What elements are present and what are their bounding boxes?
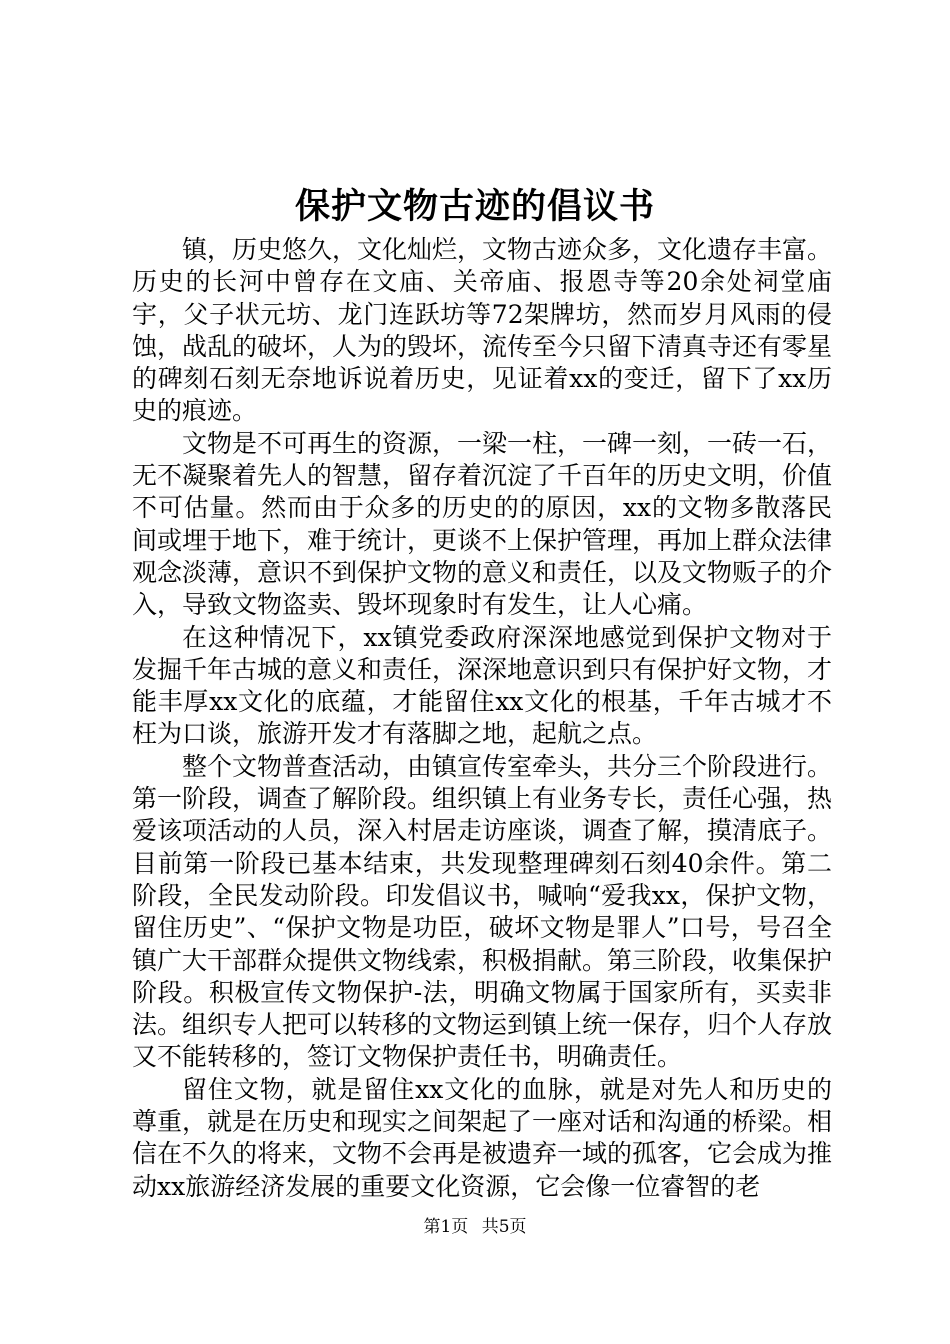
paragraph: 在这种情况下，xx镇党委政府深深地感觉到保护文物对于发掘千年古城的意义和责任，深深地意识到只有保护好文物，才能丰厚xx文化的底蕴，才能留住xx文化的根基，千年古城才不枉为口谈，旅游开发才有落脚之地，起航之点。 (132, 622, 833, 749)
page-total: 共5页 (481, 1217, 527, 1237)
document-title: 保护文物古迹的倡议书 (294, 186, 655, 227)
paragraph: 留住文物，就是留住xx文化的血脉，就是对先人和历史的尊重，就是在历史和现实之间架起了一座对话和沟通的桥梁。相信在不久的将来，文物不会再是被遗弃一域的孤客，它会成为推动xx旅游经济发展的重要文化资源，它会像一位睿智的老 (132, 1074, 833, 1201)
paragraph: 文物是不可再生的资源，一梁一柱，一碑一刻，一砖一石，无不凝聚着先人的智慧，留存着沉淀了千百年的历史文明，价值不可估量。然而由于众多的历史的的原因，xx的文物多散落民间或埋于地下，难于统计，更谈不上保护管理，再加上群众法律观念淡薄，意识不到保护文物的意义和责任，以及文物贩子的介入，导致文物盗卖、毁坏现象时有发生，让人心痛。 (132, 428, 833, 620)
paragraph: 整个文物普查活动，由镇宣传室牵头，共分三个阶段进行。第一阶段，调查了解阶段。组织镇上有业务专长，责任心强，热爱该项活动的人员，深入村居走访座谈，调查了解，摸清底子。目前第一阶段已基本结束，共发现整理碑刻石刻40余件。第二阶段，全民发动阶段。印发倡议书，喊响“爱我xx，保护文物，留住历史”、“保护文物是功臣，破坏文物是罪人”口号，号召全镇广大干部群众提供文物线索，积极捐献。第三阶段，收集保护阶段。积极宣传文物保护-法，明确文物属于国家所有，买卖非法。组织专人把可以转移的文物运到镇上统一保存，归个人存放又不能转移的，签订文物保护责任书，明确责任。 (132, 751, 833, 1072)
page-number: 第1页 (423, 1217, 469, 1237)
paragraph: 镇，历史悠久，文化灿烂，文物古迹众多，文化遗存丰富。历史的长河中曾存在文庙、关帝庙、报恩寺等20余处祠堂庙宇，父子状元坊、龙门连跃坊等72架牌坊，然而岁月风雨的侵蚀，战乱的破坏，人为的毁坏，流传至今只留下清真寺还有零星的碑刻石刻无奈地诉说着历史，见证着xx的变迁，留下了xx历史的痕迹。 (132, 235, 833, 426)
page-footer (0, 1215, 950, 1239)
document-body (132, 234, 832, 1203)
